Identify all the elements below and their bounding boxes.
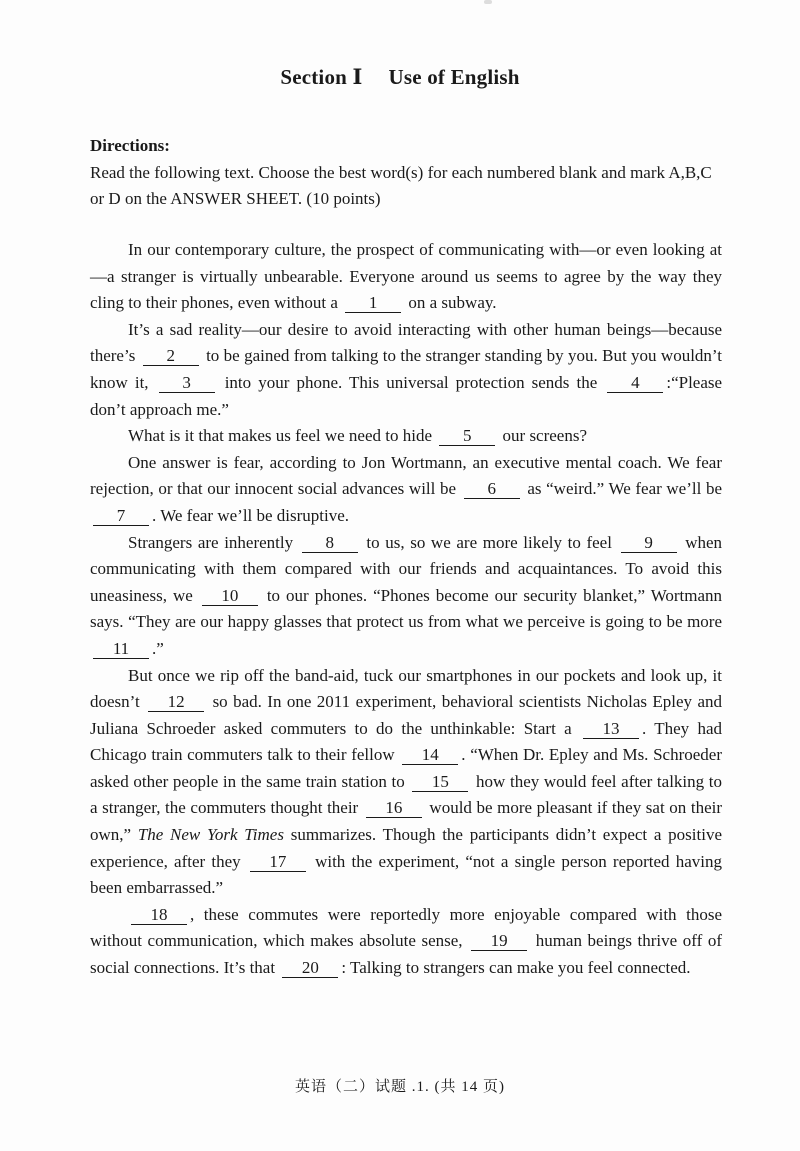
reading-passage xyxy=(90,237,722,982)
passage-text: on a subway. xyxy=(408,293,497,313)
paragraph-5 xyxy=(90,530,722,663)
passage-text: , these commutes were reportedly more enjoyable compared with those without communication, which makes absolute sense, xyxy=(90,904,722,951)
passage-text: how they would feel after talking to a stranger, the commuters thought their xyxy=(90,771,723,818)
blank-16: 16 xyxy=(366,798,422,818)
blank-9: 9 xyxy=(621,533,677,553)
passage-text: . We fear we’ll be disruptive. xyxy=(152,505,350,525)
section-title xyxy=(0,64,800,90)
blank-18: 18 xyxy=(131,905,187,925)
paragraph-2 xyxy=(90,317,722,423)
blank-20: 20 xyxy=(282,958,338,978)
passage-text: Strangers are inherently xyxy=(128,532,294,552)
passage-text: . “When Dr. Epley and Ms. Schroeder asked other people in the same train station to xyxy=(90,745,723,791)
directions-text: Read the following text. Choose the best word(s) for each numbered blank and mark A,B,C or D on the ANSWER SHEET. (10 points) xyxy=(90,162,712,208)
passage-text: our screens? xyxy=(502,426,588,446)
blank-10: 10 xyxy=(202,586,258,606)
passage-text: summarizes. Though the participants didn’t expect a positive experience, after they xyxy=(90,825,722,871)
paragraph-7 xyxy=(90,902,722,982)
passage-text: human beings thrive off of social connections. It’s that xyxy=(90,931,722,978)
passage-text: But once we rip off the band-aid, tuck our smartphones in our pockets and look up, it doesn’t xyxy=(90,665,722,712)
passage-text: into your phone. This universal protection sends the xyxy=(224,372,598,392)
passage-text: One answer is fear, according to Jon Wortmann, an executive mental coach. We fear rejection, or that our innocent social advances will be xyxy=(90,452,722,499)
passage-text: : Talking to strangers can make you feel connected. xyxy=(341,958,691,978)
blank-12: 12 xyxy=(148,692,204,712)
blank-5: 5 xyxy=(439,426,495,446)
blank-15: 15 xyxy=(412,772,468,792)
passage-text: with the experiment, “not a single person reported having been embarrassed.” xyxy=(90,851,723,898)
newspaper-title: The New York Times xyxy=(137,825,284,845)
paragraph-3 xyxy=(90,423,722,450)
passage-text: as “weird.” We fear we’ll be xyxy=(527,479,723,499)
blank-7: 7 xyxy=(93,506,149,526)
blank-1: 1 xyxy=(345,293,401,313)
passage-text: .” xyxy=(152,638,164,658)
passage-text: to us, so we are more likely to feel xyxy=(366,532,612,552)
paragraph-4 xyxy=(90,450,722,530)
passage-text: so bad. In one 2011 experiment, behavioral scientists Nicholas Epley and Juliana Schroeder asked commuters to do the unthinkable: Start a xyxy=(90,692,723,738)
directions-block xyxy=(90,133,722,213)
blank-14: 14 xyxy=(402,745,458,765)
passage-text: to be gained from talking to the stranger standing by you. But you wouldn’t know it, xyxy=(90,346,722,392)
blank-3: 3 xyxy=(159,373,215,393)
passage-text: It’s a sad reality—our desire to avoid interacting with other human beings—because there’s xyxy=(90,319,722,366)
blank-4: 4 xyxy=(607,373,663,393)
passage-text: would be more pleasant if they sat on their own,” xyxy=(90,798,723,845)
blank-19: 19 xyxy=(471,931,527,951)
blank-13: 13 xyxy=(583,719,639,739)
passage-text: In our contemporary culture, the prospect of communicating with—or even looking at—a stranger is virtually unbearable. Everyone around us seems to agree by the way they cling to their phones, even without a xyxy=(90,240,722,313)
paragraph-1 xyxy=(90,237,722,317)
blank-6: 6 xyxy=(464,479,520,499)
passage-text: . They had Chicago train commuters talk to their fellow xyxy=(90,718,723,765)
page-footer: 英语（二）试题 .1. (共 14 页) xyxy=(295,1079,505,1095)
scan-mark xyxy=(484,0,492,4)
blank-17: 17 xyxy=(250,852,306,872)
directions-heading: Directions: xyxy=(90,136,170,155)
passage-text: to our phones. “Phones become our security blanket,” Wortmann says. “They are our happy glasses that protect us from what we perceive is going to be more xyxy=(90,585,723,632)
passage-text: What is it that makes us feel we need to hide xyxy=(128,426,433,446)
paragraph-6 xyxy=(90,663,722,902)
blank-2: 2 xyxy=(143,346,199,366)
section-subject: Use of English xyxy=(388,65,520,89)
section-number: Section Ⅰ xyxy=(280,65,363,89)
passage-text: when communicating with them compared with our friends and acquaintances. To avoid this uneasiness, we xyxy=(90,532,723,605)
passage-text: :“Please don’t approach me.” xyxy=(90,372,723,419)
blank-11: 11 xyxy=(93,639,149,659)
blank-8: 8 xyxy=(302,533,358,553)
